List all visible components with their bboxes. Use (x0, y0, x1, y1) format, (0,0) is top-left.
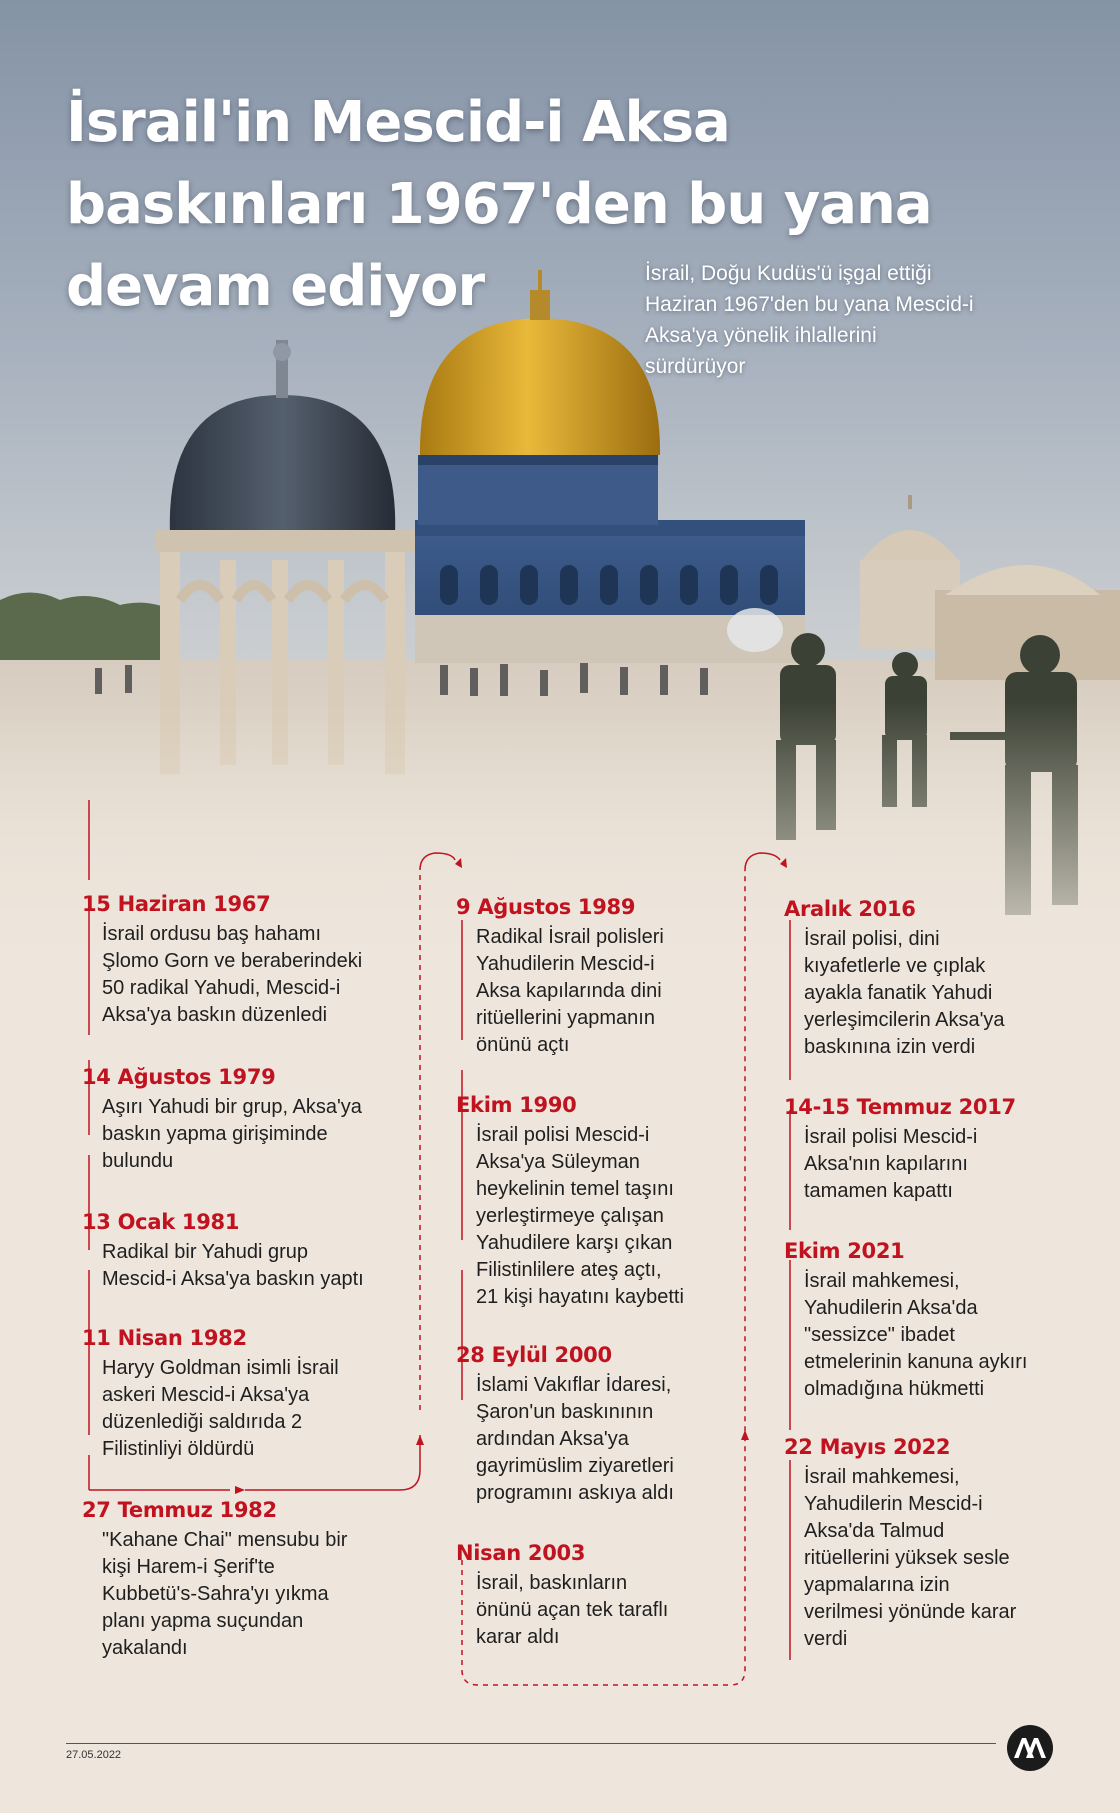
desc-line: Aksa'ya Süleyman (476, 1151, 640, 1173)
timeline-entry (784, 1094, 1120, 1205)
entry-description (804, 1268, 1120, 1403)
entry-description (804, 1464, 1120, 1653)
title-line-2: baskınları 1967'den bu yana (66, 172, 932, 237)
entry-date: Ekim 1990 (456, 1093, 577, 1117)
entry-date: 14 Ağustos 1979 (82, 1065, 276, 1089)
desc-line: önünü açtı (476, 1034, 570, 1056)
entry-date: 14-15 Temmuz 2017 (784, 1095, 1016, 1119)
entry-date: 11 Nisan 1982 (82, 1326, 247, 1350)
entry-date: 28 Eylül 2000 (456, 1343, 612, 1367)
timeline-entry (456, 1540, 796, 1651)
desc-line: Şaron'un baskınının (476, 1401, 654, 1423)
entry-description (476, 1122, 796, 1311)
desc-line: askeri Mescid-i Aksa'ya (102, 1384, 310, 1406)
desc-line: "sessizce" ibadet (804, 1324, 955, 1346)
entry-description (476, 924, 796, 1059)
entry-description (102, 1527, 422, 1662)
desc-line: Radikal İsrail polisleri (476, 926, 664, 948)
subtitle-line-2: Haziran 1967'den bu yana Mescid-i (645, 293, 974, 316)
desc-line: kıyafetlerle ve çıplak (804, 955, 986, 977)
timeline-entry (784, 896, 1120, 1061)
timeline-entry (456, 1342, 796, 1507)
desc-line: verilmesi yönünde karar (804, 1601, 1017, 1623)
desc-line: Radikal bir Yahudi grup (102, 1241, 309, 1263)
desc-line: gayrimüslim ziyaretleri (476, 1455, 674, 1477)
title-line-3: devam ediyor (66, 254, 485, 319)
desc-line: Aksa kapılarında dini (476, 980, 662, 1002)
desc-line: Haryy Goldman isimli İsrail (102, 1357, 339, 1379)
desc-line: olmadığına hükmetti (804, 1378, 985, 1400)
footer-date: 27.05.2022 (66, 1749, 122, 1761)
subtitle (645, 258, 1085, 382)
desc-line: 21 kişi hayatını kaybetti (476, 1286, 684, 1308)
entry-description (102, 1094, 422, 1175)
desc-line: ardından Aksa'ya (476, 1428, 629, 1450)
desc-line: bulundu (102, 1150, 174, 1172)
desc-line: ayakla fanatik Yahudi (804, 982, 993, 1004)
desc-line: Yahudilere karşı çıkan (476, 1232, 673, 1254)
timeline-entry (784, 1238, 1120, 1403)
desc-line: Mescid-i Aksa'ya baskın yaptı (102, 1268, 364, 1290)
entry-date: 15 Haziran 1967 (82, 892, 271, 916)
entry-description (804, 1124, 1120, 1205)
desc-line: Yahudilerin Mescid-i (804, 1493, 983, 1515)
desc-line: Yahudilerin Aksa'da (804, 1297, 978, 1319)
timeline-entry (82, 1325, 422, 1463)
desc-line: ritüellerini yüksek sesle (804, 1547, 1010, 1569)
desc-line: İsrail mahkemesi, (804, 1466, 960, 1488)
entry-date: 13 Ocak 1981 (82, 1210, 240, 1234)
timeline-entry (82, 1064, 422, 1175)
desc-line: kişi Harem-i Şerif'te (102, 1556, 275, 1578)
entry-description (102, 1355, 422, 1463)
desc-line: Kubbetü's-Sahra'yı yıkma (102, 1583, 329, 1605)
desc-line: 50 radikal Yahudi, Mescid-i (102, 977, 341, 999)
entry-date: Nisan 2003 (456, 1541, 586, 1565)
timeline-entry (82, 1497, 422, 1662)
subtitle-line-1: İsrail, Doğu Kudüs'ü işgal ettiği (645, 262, 932, 285)
desc-line: etmelerinin kanuna aykırı (804, 1351, 1028, 1373)
desc-line: baskın yapma girişiminde (102, 1123, 328, 1145)
desc-line: Aksa'da Talmud (804, 1520, 945, 1542)
timeline-entry (82, 891, 422, 1029)
entry-date: 9 Ağustos 1989 (456, 895, 636, 919)
entry-description (476, 1372, 796, 1507)
entry-description (476, 1570, 796, 1651)
desc-line: İslami Vakıflar İdaresi, (476, 1374, 672, 1396)
desc-line: yakalandı (102, 1637, 188, 1659)
entry-description (102, 921, 422, 1029)
desc-line: Filistinlilere ateş açtı, (476, 1259, 662, 1281)
aa-logo-icon (1006, 1724, 1054, 1772)
desc-line: İsrail polisi, dini (804, 928, 940, 950)
desc-line: yerleşimcilerin Aksa'ya (804, 1009, 1005, 1031)
desc-line: tamamen kapattı (804, 1180, 953, 1202)
desc-line: heykelinin temel taşını (476, 1178, 674, 1200)
subtitle-line-3: Aksa'ya yönelik ihlallerini (645, 324, 877, 347)
entry-description (804, 926, 1120, 1061)
entry-date: Ekim 2021 (784, 1239, 905, 1263)
entry-description (102, 1239, 422, 1293)
desc-line: baskınına izin verdi (804, 1036, 976, 1058)
desc-line: ritüellerini yapmanın (476, 1007, 655, 1029)
desc-line: Aksa'nın kapılarını (804, 1153, 968, 1175)
timeline-column-3 (784, 896, 1120, 1686)
desc-line: İsrail polisi Mescid-i (476, 1124, 650, 1146)
desc-line: "Kahane Chai" mensubu bir (102, 1529, 348, 1551)
timeline-entry (456, 894, 796, 1059)
desc-line: Yahudilerin Mescid-i (476, 953, 655, 975)
desc-line: İsrail, baskınların (476, 1572, 628, 1594)
title-line-1: İsrail'in Mescid-i Aksa (66, 90, 730, 155)
desc-line: İsrail polisi Mescid-i (804, 1126, 978, 1148)
desc-line: düzenlediği saldırıda 2 (102, 1411, 303, 1433)
timeline-column-2 (456, 894, 796, 1684)
timeline-column-1 (82, 891, 422, 1711)
subtitle-line-4: sürdürüyor (645, 355, 746, 378)
footer-divider (66, 1743, 996, 1744)
desc-line: verdi (804, 1628, 848, 1650)
desc-line: Aksa'ya baskın düzenledi (102, 1004, 328, 1026)
desc-line: programını askıya aldı (476, 1482, 674, 1504)
desc-line: karar aldı (476, 1626, 560, 1648)
desc-line: Filistinliyi öldürdü (102, 1438, 255, 1460)
entry-date: 27 Temmuz 1982 (82, 1498, 277, 1522)
timeline-entry (456, 1092, 796, 1311)
timeline-entry (784, 1434, 1120, 1653)
timeline-entry (82, 1209, 422, 1293)
desc-line: planı yapma suçundan (102, 1610, 304, 1632)
desc-line: İsrail ordusu baş hahamı (102, 923, 322, 945)
desc-line: yerleştirmeye çalışan (476, 1205, 664, 1227)
entry-date: 22 Mayıs 2022 (784, 1435, 951, 1459)
entry-date: Aralık 2016 (784, 897, 916, 921)
desc-line: İsrail mahkemesi, (804, 1270, 960, 1292)
desc-line: önünü açan tek taraflı (476, 1599, 669, 1621)
desc-line: yapmalarına izin (804, 1574, 950, 1596)
desc-line: Şlomo Gorn ve beraberindeki (102, 950, 363, 972)
desc-line: Aşırı Yahudi bir grup, Aksa'ya (102, 1096, 362, 1118)
